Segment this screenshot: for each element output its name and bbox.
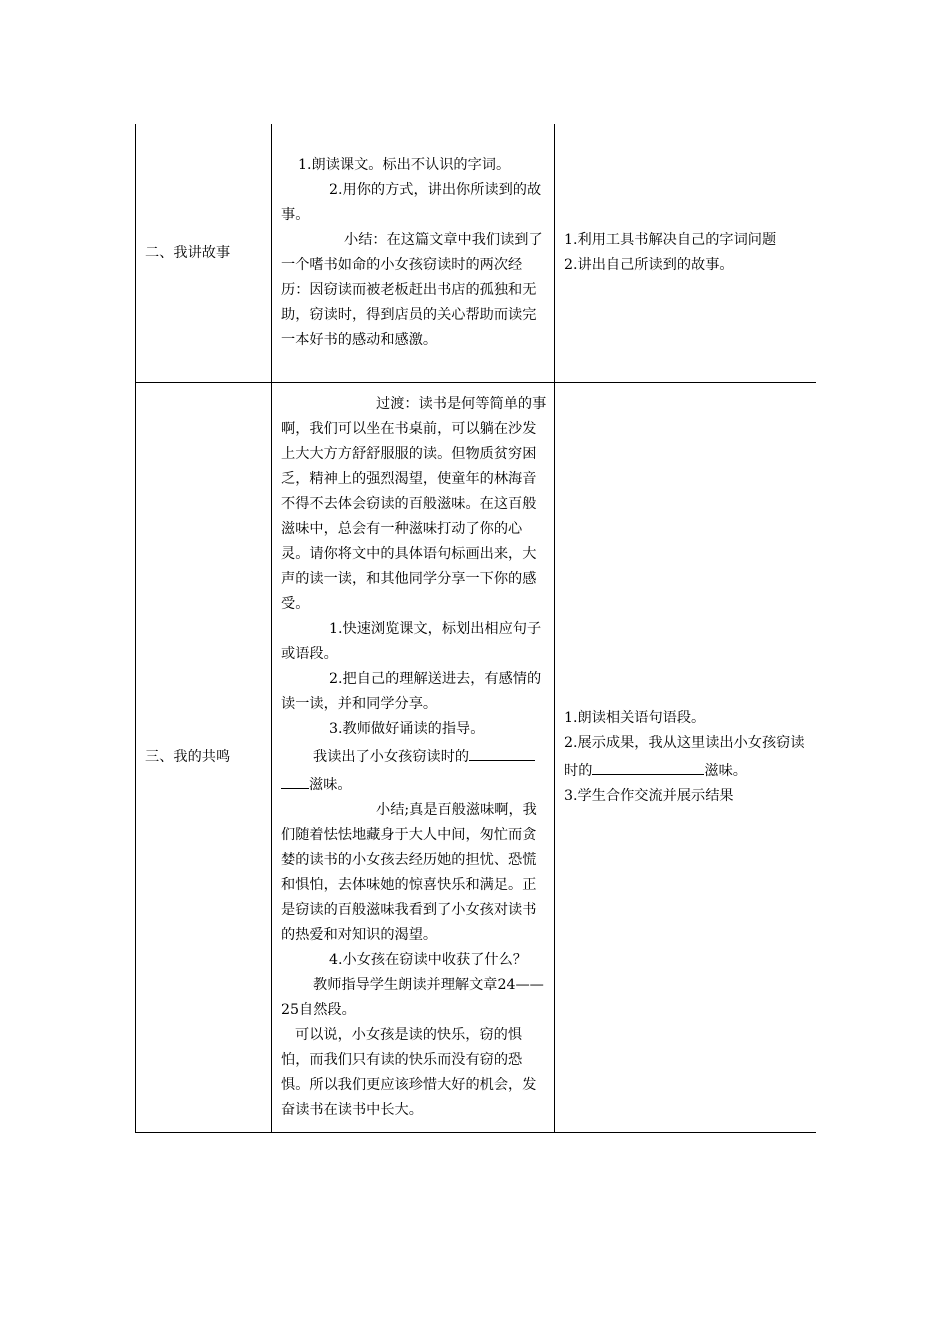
table-row [136,383,816,1133]
student-step: 2.讲出自己所读到的故事。 [564,257,734,273]
fill-in-blank [592,756,704,775]
fill-in-suffix: 滋味。 [704,763,747,779]
teacher-step: 3.教师做好诵读的指导。 [329,721,485,737]
teacher-step: 2.用你的方式，讲出你所读到的故事。 [281,182,542,223]
teacher-activity-cell [272,383,555,1133]
teacher-step: 1.朗读课文。标出不认识的字词。 [298,157,511,173]
fill-in-prefix: 我读出了小女孩窃读时的 [313,749,470,765]
fill-in-prefix: 2.展示成果，我从这里读出小女孩窃读时的 [564,735,805,779]
fill-in-sentence [281,742,548,798]
section-title: 三、我的共鸣 [136,383,272,1133]
student-step: 3.学生合作交流并展示结果 [564,788,734,804]
student-activity-cell [555,383,816,1133]
fill-in-suffix: 滋味。 [309,777,352,793]
teacher-guidance: 教师指导学生朗读并理解文章24——25自然段。 [281,977,544,1018]
student-step: 1.利用工具书解决自己的字词问题 [564,232,777,248]
teacher-summary: 小结：在这篇文章中我们读到了一个嗜书如命的小女孩窃读时的两次经历：因窃读而被老板赶出书店的孤独和无助，窃读时，得到店员的关心帮助而读完一本好书的感动和感激。 [281,232,543,348]
teacher-summary: 小结;真是百般滋味啊，我们随着怯怯地藏身于大人中间，匆忙而贪婪的读书的小女孩去经历她的担忧、恐慌和惧怕，去体味她的惊喜快乐和满足。正是窃读的百般滋味我看到了小女孩对读书的热爱和对知识的渴望。 [281,802,537,943]
teacher-step: 1.快速浏览课文，标划出相应句子或语段。 [281,621,542,662]
table-row [136,124,816,383]
student-activity-cell [555,124,816,383]
teacher-step: 4.小女孩在窃读中收获了什么？ [329,952,527,968]
student-step [564,731,812,784]
section-title: 二、我讲故事 [136,124,272,383]
fill-in-blank [469,742,535,761]
teacher-transition: 过渡：读书是何等简单的事啊，我们可以坐在书桌前，可以躺在沙发上大大方方舒舒服服的读。但物质贫穷困乏，精神上的强烈渴望，使童年的林海音不得不去体会窃读的百般滋味。在这百般滋味中，总会有一种滋味打动了你的心灵。请你将文中的具体语句标画出来，大声的读一读，和其他同学分享一下你的感受。 [281,396,547,612]
fill-in-blank [281,770,309,789]
student-step: 1.朗读相关语句语段。 [564,710,706,726]
teacher-activity-cell [272,124,555,383]
lesson-plan-table [135,124,816,1133]
teacher-step: 2.把自己的理解送进去，有感情的读一读，并和同学分享。 [281,671,542,712]
teacher-conclusion: 可以说，小女孩是读的快乐，窃的惧怕，而我们只有读的快乐而没有窃的恐惧。所以我们更应该珍惜大好的机会，发奋读书在读书中长大。 [281,1027,537,1118]
